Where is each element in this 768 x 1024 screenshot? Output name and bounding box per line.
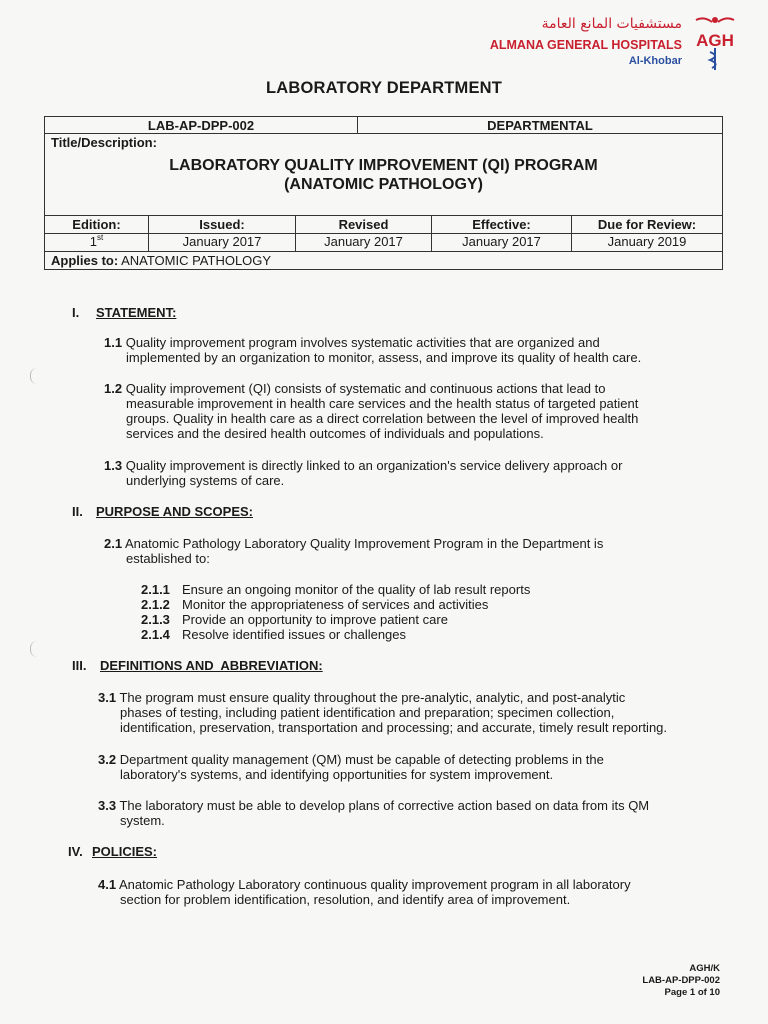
revised-head: Revised	[338, 217, 389, 232]
paragraph-3-3: 3.3 The laboratory must be able to develop plans of corrective action based on data from its QM system.	[98, 798, 650, 828]
edition-value: 1st	[45, 233, 148, 250]
issued-cell	[149, 216, 296, 251]
list-item-2-1-2: 2.1.2 Monitor the appropriateness of services and activities	[141, 597, 489, 612]
section-heading-statement: I. STATEMENT:	[72, 305, 177, 320]
section-heading-definitions: III. DEFINITIONS AND ABBREVIATION:	[72, 658, 323, 673]
footer-org: AGH/K	[689, 963, 720, 974]
effective-value: January 2017	[432, 233, 571, 250]
logo-english-name: ALMANA GENERAL HOSPITALS	[489, 38, 682, 52]
list-item-2-1-3: 2.1.3 Provide an opportunity to improve patient care	[141, 612, 448, 627]
revised-value: January 2017	[296, 233, 431, 250]
title-line-2: (ANATOMIC PATHOLOGY)	[284, 176, 483, 193]
section-heading-purpose: II. PURPOSE AND SCOPES:	[72, 504, 253, 519]
effective-cell	[432, 216, 572, 251]
edition-head: Edition:	[72, 217, 121, 232]
paragraph-4-1: 4.1 Anatomic Pathology Laboratory continuous quality improvement program in all laboratory section for problem identification, resolution, and identify area of improvement.	[98, 877, 631, 907]
review-head: Due for Review:	[597, 217, 697, 232]
hospital-logo	[444, 14, 744, 74]
logo-arabic-name: مستشفيات المانع العامة	[541, 16, 682, 32]
paragraph-1-3: 1.3 Quality improvement is directly linked to an organization's service delivery approach or underlying systems of care.	[104, 458, 623, 488]
section-heading-policies: IV. POLICIES:	[68, 844, 158, 859]
header-row-code	[45, 117, 722, 134]
caduceus-logo-icon	[686, 14, 744, 74]
doc-code: LAB-AP-DPP-002	[45, 117, 358, 133]
paragraph-3-2: 3.2 Department quality management (QM) must be capable of detecting problems in the laboratory's systems, and identifying opportunities for system improvement.	[98, 752, 604, 782]
issued-value: January 2017	[149, 233, 295, 250]
paragraph-1-2: 1.2 Quality improvement (QI) consists of systematic and continuous actions that lead to measurable improvement in health care services and the health status of targeted patient groups. Quality in health care as a direct correlation between the level of improved health services and the desired health outcomes of individuals and populations.	[104, 381, 639, 441]
paragraph-1-1: 1.1 Quality improvement program involves systematic activities that are organized and implemented by an organization to monitor, assess, and improve its quality of health care.	[104, 335, 642, 365]
footer-code: LAB-AP-DPP-002	[642, 975, 720, 986]
department-title: LABORATORY DEPARTMENT	[265, 79, 503, 97]
scan-margin-mark	[30, 368, 37, 384]
paragraph-2-1: 2.1 Anatomic Pathology Laboratory Quality Improvement Program in the Department is established to:	[104, 536, 604, 566]
title-label: Title/Description:	[51, 135, 157, 150]
scan-margin-mark	[30, 641, 37, 657]
title-line-1: LABORATORY QUALITY IMPROVEMENT (QI) PROGRAM	[169, 157, 598, 174]
review-value: January 2019	[572, 233, 722, 250]
page-footer	[642, 963, 720, 999]
issued-head: Issued:	[199, 217, 245, 232]
page-number: Page 1 of 10	[664, 987, 720, 998]
revised-cell	[296, 216, 432, 251]
header-row-applies	[45, 252, 722, 269]
doc-type: DEPARTMENTAL	[487, 118, 593, 133]
effective-head: Effective:	[472, 217, 531, 232]
header-row-dates	[45, 216, 722, 252]
list-item-2-1-4: 2.1.4 Resolve identified issues or challenges	[141, 627, 407, 642]
document-header-table	[44, 116, 723, 270]
header-row-title	[45, 134, 722, 216]
list-item-2-1-1: 2.1.1 Ensure an ongoing monitor of the quality of lab result reports	[141, 582, 531, 597]
logo-mark-text: AGH	[696, 31, 734, 50]
edition-cell	[45, 216, 149, 251]
review-cell	[572, 216, 722, 251]
applies-to: Applies to: ANATOMIC PATHOLOGY	[51, 253, 272, 268]
logo-city: Al-Khobar	[628, 55, 682, 67]
paragraph-3-1: 3.1 The program must ensure quality throughout the pre-analytic, analytic, and post-analytic phases of testing, including patient identification and preparation; specimen collection, identification, preservation, transportation and processing; and accurate, timely result reporting.	[98, 690, 668, 735]
